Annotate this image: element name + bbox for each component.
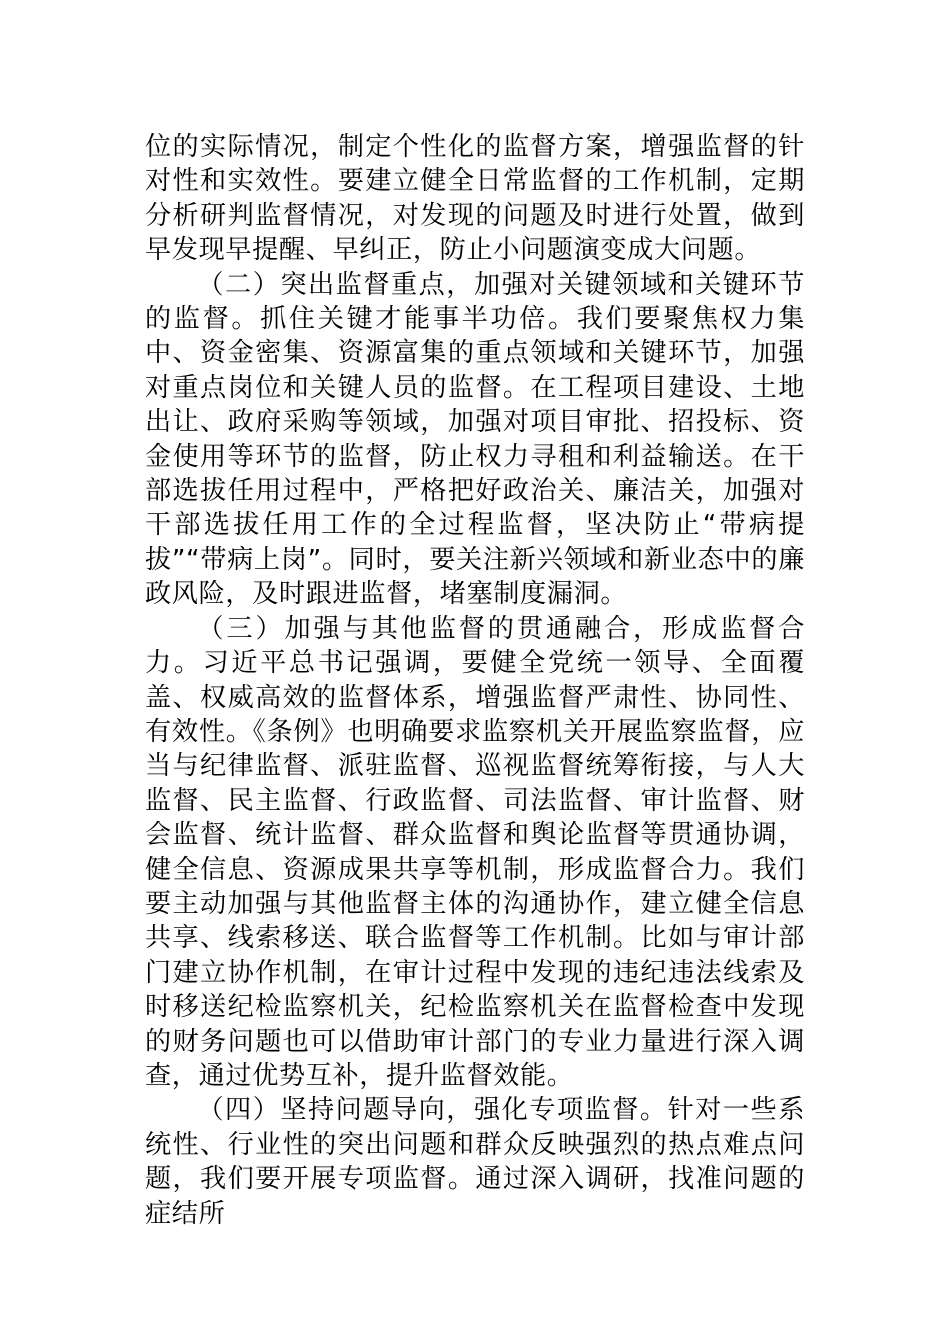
paragraph-section-2: （二）突出监督重点，加强对关键领域和关键环节的监督。抓住关键才能事半功倍。我们要聚焦权力集中、资金密集、资源富集的重点领域和关键环节，加强对重点岗位和关键人员的监督。在工程项目建设、土地出让、政府采购等领域，加强对项目审批、招投标、资金使用等环节的监督，防止权力寻租和利益输送。在干部选拔任用过程中，严格把好政治关、廉洁关，加强对干部选拔任用工作的全过程监督，坚决防止“带病提拔”“带病上岗”。同时，要关注新兴领域和新业态中的廉政风险，及时跟进监督，堵塞制度漏洞。 <box>145 269 805 610</box>
document-page <box>145 130 805 1231</box>
paragraph-continuation: 位的实际情况，制定个性化的监督方案，增强监督的针对性和实效性。要建立健全日常监督的工作机制，定期分析研判监督情况，对发现的问题及时进行处置，做到早发现早提醒、早纠正，防止小问题演变成大问题。 <box>145 132 805 266</box>
paragraph-section-4: （四）坚持问题导向，强化专项监督。针对一些系统性、行业性的突出问题和群众反映强烈的热点难点问题，我们要开展专项监督。通过深入调研，找准问题的症结所 <box>145 1095 805 1229</box>
paragraph-section-3: （三）加强与其他监督的贯通融合，形成监督合力。习近平总书记强调，要健全党统一领导、全面覆盖、权威高效的监督体系，增强监督严肃性、协同性、有效性。《条例》也明确要求监察机关开展监察监督，应当与纪律监督、派驻监督、巡视监督统筹衔接，与人大监督、民主监督、行政监督、司法监督、审计监督、财会监督、统计监督、群众监督和舆论监督等贯通协调，健全信息、资源成果共享等机制，形成监督合力。我们要主动加强与其他监督主体的沟通协作，建立健全信息共享、线索移送、联合监督等工作机制。比如与审计部门建立协作机制，在审计过程中发现的违纪违法线索及时移送纪检监察机关，纪检监察机关在监督检查中发现的财务问题也可以借助审计部门的专业力量进行深入调查，通过优势互补，提升监督效能。 <box>145 613 805 1091</box>
